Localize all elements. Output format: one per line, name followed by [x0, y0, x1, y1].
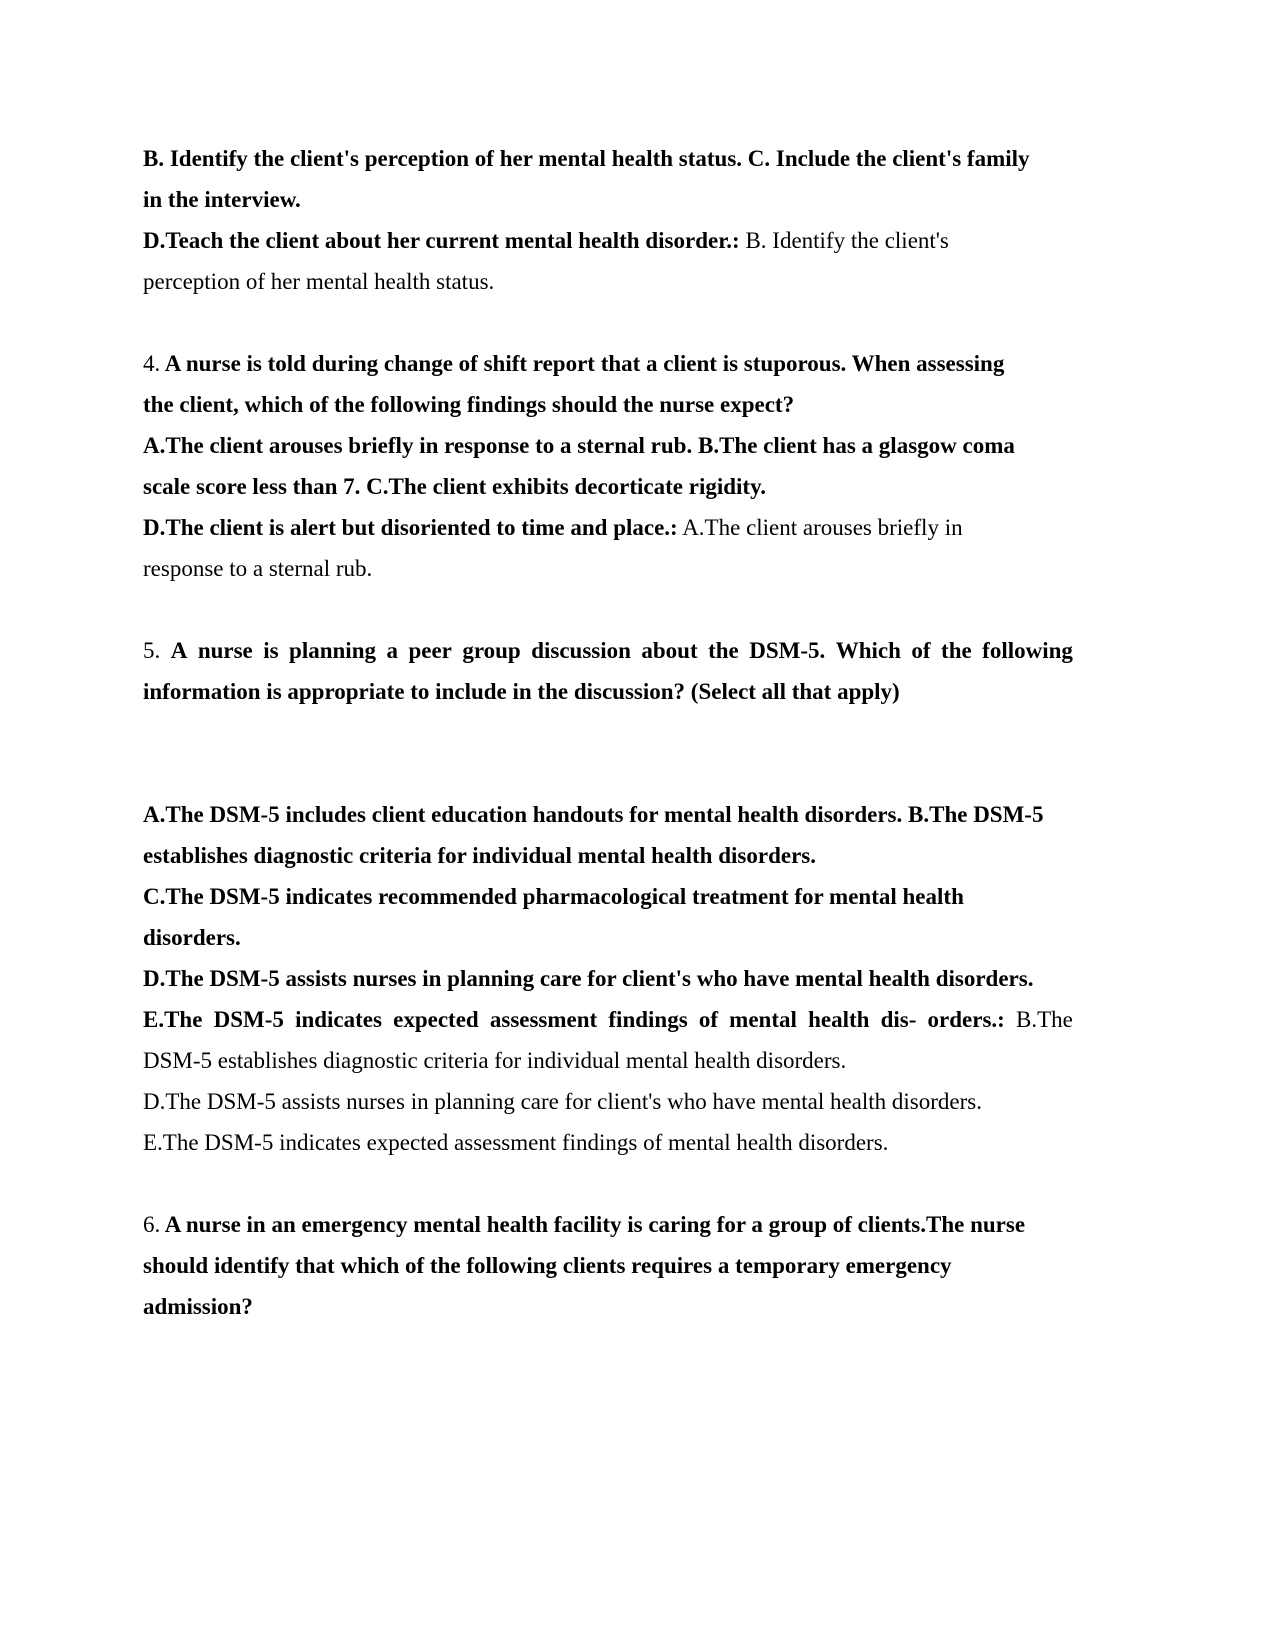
- q4-stem: A nurse is told during change of shift report that a client is stuporous. When assessing: [160, 351, 1005, 376]
- q5-option-c: C.The DSM-5 indicates recommended pharmacological treatment for mental health: [143, 884, 964, 909]
- q3-options-line-2: in the interview.: [143, 187, 301, 212]
- q6-stem-line-1: [143, 1204, 1073, 1245]
- q5-stem-word: Which: [835, 638, 901, 663]
- spacer: [143, 589, 1073, 630]
- q4-stem-line-2: the client, which of the following findings should the nurse expect?: [143, 392, 795, 417]
- q4-stem-line-1: [143, 343, 1073, 384]
- q5-stem-word: is: [263, 638, 279, 663]
- q5-stem-word: nurse: [197, 638, 253, 663]
- q3-answer: B. Identify the client's: [739, 228, 949, 253]
- q5-option-e-word: orders.:: [927, 1007, 1005, 1032]
- q3-option-d-with-answer: [143, 220, 1073, 261]
- q4-number: 4.: [143, 351, 161, 376]
- q5-option-e-word: findings: [608, 1007, 688, 1032]
- q5-option-e-word: assessment: [489, 1007, 598, 1032]
- q4-option-d: D.The client is alert but disoriented to time and place.:: [143, 515, 678, 540]
- q5-option-e-word: mental: [729, 1007, 797, 1032]
- q5-stem-word: following: [982, 638, 1073, 663]
- q3-option-d: D.Teach the client about her current mental health disorder.:: [143, 228, 740, 253]
- q5-answer-start: B.The: [1016, 1007, 1073, 1032]
- question-4: [143, 343, 1073, 589]
- q3-answer-cont: perception of her mental health status.: [143, 269, 495, 294]
- q5-option-e-word: dis-: [880, 1007, 917, 1032]
- q5-answer-line-3: E.The DSM-5 indicates expected assessment findings of mental health disorders.: [143, 1130, 889, 1155]
- spacer: [143, 712, 1073, 794]
- q6-number: 6.: [143, 1212, 161, 1237]
- q4-options-line-2: scale score less than 7. C.The client exhibits decorticate rigidity.: [143, 474, 767, 499]
- q5-stem-line-1: [143, 630, 1073, 671]
- q5-option-e-word: health: [808, 1007, 870, 1032]
- q5-stem-word: of: [911, 638, 931, 663]
- q5-stem-word: the: [708, 638, 739, 663]
- q6-stem: A nurse in an emergency mental health facility is caring for a group of clients.The nurse: [160, 1212, 1026, 1237]
- spacer: [143, 1163, 1073, 1204]
- q5-stem-word: the: [941, 638, 972, 663]
- document-page: [143, 138, 1073, 1327]
- q5-option-c-cont: disorders.: [143, 925, 241, 950]
- q5-stem-line-2: information is appropriate to include in the discussion? (Select all that apply): [143, 679, 900, 704]
- q4-options-line-1: A.The client arouses briefly in response to a sternal rub. B.The client has a glasgow coma: [143, 433, 1015, 458]
- q5-option-b-cont: establishes diagnostic criteria for individual mental health disorders.: [143, 843, 816, 868]
- q5-stem-word: peer: [408, 638, 452, 663]
- q5-stem-word: DSM-5.: [749, 638, 826, 663]
- q4-answer: A.The client arouses briefly in: [677, 515, 963, 540]
- q5-option-d: D.The DSM-5 assists nurses in planning care for client's who have mental health disorders.: [143, 966, 1034, 991]
- q5-option-e-word: E.The: [143, 1007, 203, 1032]
- q3-options-line-1: B. Identify the client's perception of her mental health status. C. Include the client's family: [143, 146, 1030, 171]
- q5-option-e-word: DSM-5: [213, 1007, 284, 1032]
- q5-option-e-word: expected: [393, 1007, 479, 1032]
- question-3-tail: [143, 138, 1073, 302]
- question-6: [143, 1204, 1073, 1327]
- q5-stem-word: a: [386, 638, 398, 663]
- q5-option-e-word: of: [698, 1007, 718, 1032]
- q5-stem-word: discussion: [531, 638, 631, 663]
- q6-stem-line-3: admission?: [143, 1294, 253, 1319]
- q5-option-e-with-answer: [143, 999, 1073, 1040]
- q5-number: 5.: [143, 638, 161, 663]
- q5-stem-word: A: [170, 638, 188, 663]
- q5-answer-line-1: DSM-5 establishes diagnostic criteria for individual mental health disorders.: [143, 1048, 847, 1073]
- q4-option-d-with-answer: [143, 507, 1073, 548]
- q5-answer-line-2: D.The DSM-5 assists nurses in planning care for client's who have mental health disorders.: [143, 1089, 982, 1114]
- q5-option-e-word: indicates: [295, 1007, 382, 1032]
- spacer: [143, 302, 1073, 343]
- q5-stem-word: planning: [289, 638, 376, 663]
- q5-option-a: A.The DSM-5 includes client education handouts for mental health disorders. B.The DSM-5: [143, 802, 1044, 827]
- q4-answer-cont: response to a sternal rub.: [143, 556, 373, 581]
- question-5: [143, 630, 1073, 1163]
- q6-stem-line-2: should identify that which of the following clients requires a temporary emergency: [143, 1253, 952, 1278]
- q5-stem-word: about: [641, 638, 698, 663]
- q5-stem-word: group: [462, 638, 521, 663]
